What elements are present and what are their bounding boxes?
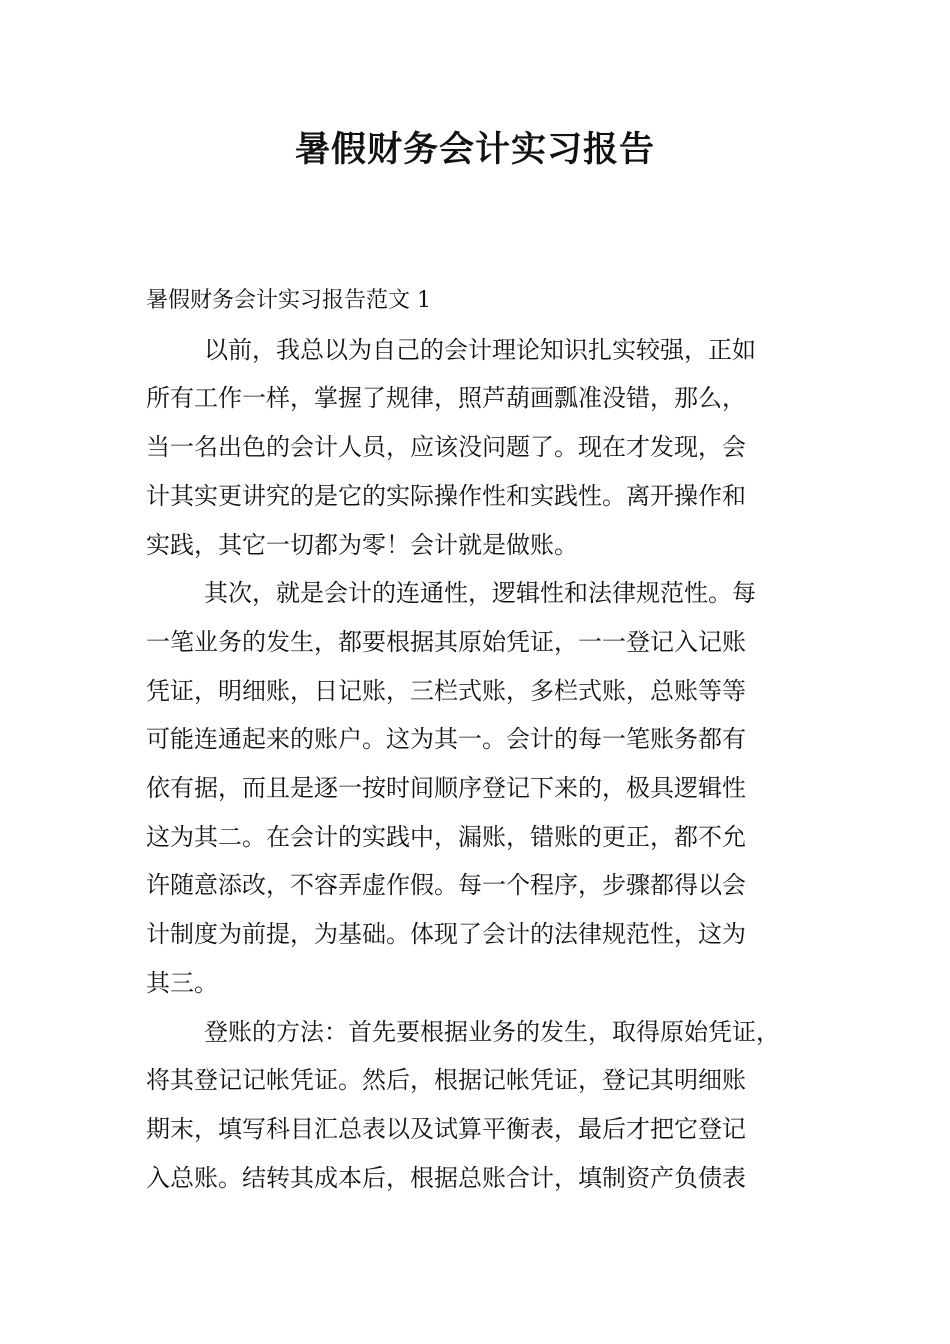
paragraph-line: 以前，我总以为自己的会计理论知识扎实较强，正如 (204, 335, 756, 364)
paragraph-line: 将其登记记帐凭证。然后，根据记帐凭证，登记其明细账 (146, 1066, 746, 1095)
paragraph-line: 依有据，而且是逐一按时间顺序登记下来的，极具逻辑性 (146, 774, 746, 803)
paragraph-line: 凭证，明细账，日记账，三栏式账，多栏式账，总账等等 (146, 676, 746, 705)
paragraph-line: 其次，就是会计的连通性，逻辑性和法律规范性。每 (204, 579, 756, 608)
paragraph-line: 可能连通起来的账户。这为其一。会计的每一笔账务都有 (146, 725, 746, 754)
paragraph-line: 其三。 (146, 968, 218, 997)
paragraph-3 (146, 1008, 806, 1203)
paragraph-line: 入总账。结转其成本后，根据总账合计，填制资产负债表 (146, 1163, 746, 1192)
paragraph-line: 期末，填写科目汇总表以及试算平衡表，最后才把它登记 (146, 1114, 746, 1143)
section-subtitle: 暑假财务会计实习报告范文 1 (146, 288, 431, 313)
paragraph-line: 计制度为前提，为基础。体现了会计的法律规范性，这为 (146, 920, 746, 949)
paragraph-line: 许随意添改，不容弄虚作假。每一个程序，步骤都得以会 (146, 871, 746, 900)
paragraph-line: 所有工作一样，掌握了规律，照芦葫画瓢准没错，那么， (146, 384, 746, 413)
paragraph-line: 当一名出色的会计人员，应该没问题了。现在才发现，会 (146, 433, 746, 462)
paragraph-1 (146, 326, 806, 570)
paragraph-line: 一笔业务的发生，都要根据其原始凭证，一一登记入记账 (146, 627, 746, 656)
paragraph-line: 登账的方法：首先要根据业务的发生，取得原始凭证， (204, 1017, 780, 1046)
document-title: 暑假财务会计实习报告 (294, 130, 655, 170)
paragraph-2 (146, 569, 806, 1007)
paragraph-line: 这为其二。在会计的实践中，漏账，错账的更正，都不允 (146, 822, 746, 851)
paragraph-line: 计其实更讲究的是它的实际操作性和实践性。离开操作和 (146, 481, 746, 510)
paragraph-line: 实践，其它一切都为零！会计就是做账。 (146, 530, 578, 559)
document-body (146, 277, 806, 1202)
